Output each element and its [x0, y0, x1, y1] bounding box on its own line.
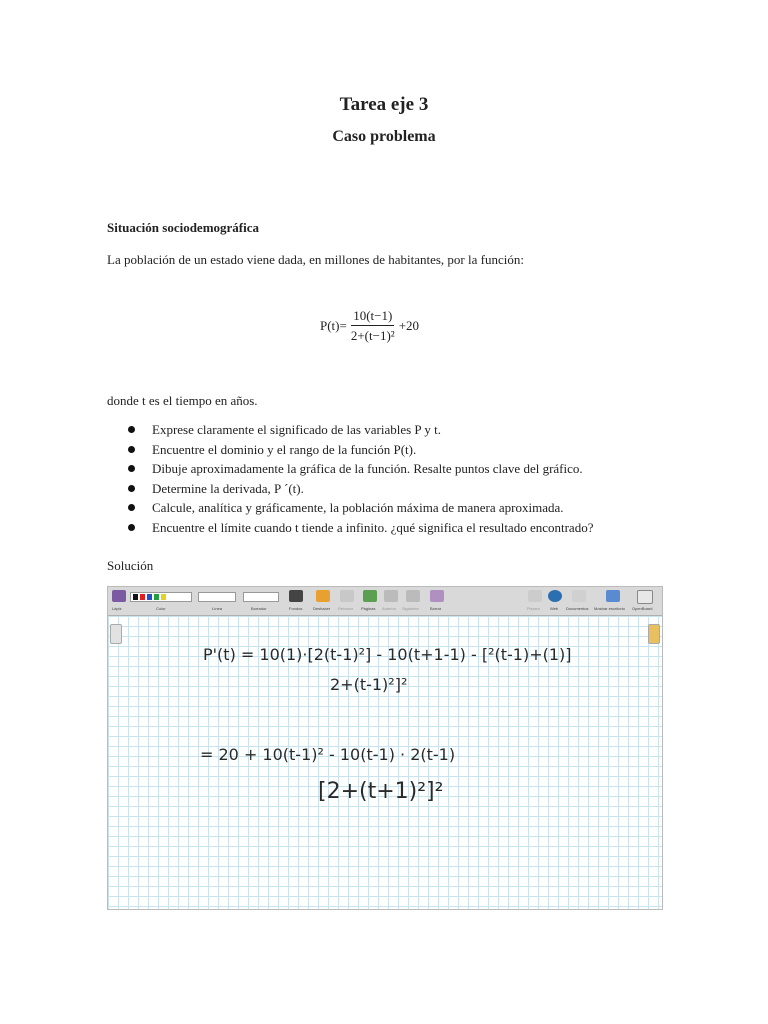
bullet-icon — [128, 504, 135, 511]
list-item — [128, 479, 668, 499]
redo-icon[interactable] — [340, 590, 354, 602]
toolbar-label: Documentos — [566, 606, 589, 611]
previous-icon[interactable] — [384, 590, 398, 602]
bullet-icon — [128, 446, 135, 453]
toolbar-label: Pizarra — [527, 606, 540, 611]
bullet-icon — [128, 465, 135, 472]
bullet-icon — [128, 485, 135, 492]
toolbar-label: Mostrar escritorio — [594, 606, 625, 611]
whiteboard-grid[interactable] — [108, 616, 662, 909]
handwriting-line-2: 2+(t-1)²]² — [330, 675, 408, 694]
list-item-text: Encuentre el límite cuando t tiende a infinito. ¿qué significa el resultado encontrado? — [152, 519, 594, 535]
document-title: Tarea eje 3 — [339, 94, 429, 115]
pages-icon[interactable] — [363, 590, 377, 602]
toolbar-label: Anterior — [382, 606, 397, 611]
handwriting-canvas — [108, 616, 662, 909]
toolbar-label: OpenBoard — [632, 606, 653, 611]
desktop-icon[interactable] — [606, 590, 620, 602]
undo-icon[interactable] — [316, 590, 330, 602]
toolbar-label: Páginas — [361, 606, 376, 611]
toolbar-label: Rehacer — [338, 606, 354, 611]
documents-icon[interactable] — [572, 590, 586, 602]
color-palette[interactable] — [130, 592, 192, 602]
clear-icon[interactable] — [430, 590, 444, 602]
toolbar-label: Deshacer — [313, 606, 331, 611]
handwriting-line-3: = 20 + 10(t-1)² - 10(t-1) · 2(t-1) — [200, 745, 456, 764]
population-formula — [320, 308, 419, 344]
whiteboard-toolbar — [108, 587, 662, 616]
list-item-text: Encuentre el dominio y el rango de la función P(t). — [152, 441, 417, 457]
solution-label: Solución — [107, 558, 154, 573]
toolbar-label: Borrar — [430, 606, 442, 611]
list-item-text: Exprese claramente el significado de las variables P y t. — [152, 422, 442, 437]
next-icon[interactable] — [406, 590, 420, 602]
list-item — [128, 459, 668, 479]
toolbar-label: Borrador — [251, 606, 267, 611]
formula-rhs: +20 — [398, 318, 420, 333]
list-item-text: Calcule, analítica y gráficamente, la población máxima de manera aproximada. — [152, 500, 564, 515]
section-heading: Situación sociodemográfica — [107, 220, 260, 235]
background-icon[interactable] — [289, 590, 303, 602]
board-icon[interactable] — [528, 590, 542, 602]
list-item — [128, 420, 668, 440]
handwriting-line-1: P'(t) = 10(1)·[2(t-1)²] - 10(t+1-1) - [²(t-1)+(1)] — [203, 645, 572, 664]
list-item-text: Dibuje aproximadamente la gráfica de la función. Resalte puntos clave del gráfico. — [152, 461, 583, 476]
whiteboard-screenshot — [107, 586, 663, 910]
toolbar-label: Lápiz — [112, 606, 122, 611]
list-item — [128, 498, 668, 518]
toolbar-label: Color — [156, 606, 166, 611]
intro-paragraph: La población de un estado viene dada, en millones de habitantes, por la función: — [107, 252, 524, 267]
list-item — [128, 440, 668, 460]
color-swatch[interactable] — [140, 594, 145, 600]
line-width-picker[interactable] — [198, 592, 236, 602]
formula-explanation: donde t es el tiempo en años. — [107, 393, 258, 408]
color-swatch[interactable] — [161, 594, 166, 600]
list-item — [128, 518, 668, 538]
bullet-icon — [128, 426, 135, 433]
toolbar-label: Web — [550, 606, 559, 611]
formula-denominator: 2+(t−1)² — [350, 328, 395, 343]
task-list — [128, 420, 668, 537]
bullet-icon — [128, 524, 135, 531]
web-globe-icon[interactable] — [548, 590, 562, 602]
toolbar-label: Línea — [212, 606, 223, 611]
formula-lhs: P(t)= — [320, 318, 347, 333]
formula-numerator: 10(t−1) — [351, 308, 394, 326]
eraser-size-picker[interactable] — [243, 592, 279, 602]
color-swatch[interactable] — [133, 594, 138, 600]
formula-fraction — [349, 308, 397, 344]
list-item-text: Determine la derivada, P ´(t). — [152, 480, 304, 496]
toolbar-label: Siguiente — [402, 606, 419, 611]
handwriting-line-4: [2+(t+1)²]² — [318, 779, 444, 804]
color-swatch[interactable] — [154, 594, 159, 600]
openboard-icon[interactable] — [637, 590, 653, 604]
document-subtitle: Caso problema — [332, 128, 436, 145]
color-swatch[interactable] — [147, 594, 152, 600]
pen-icon[interactable] — [112, 590, 126, 602]
toolbar-label: Fondos — [289, 606, 303, 611]
